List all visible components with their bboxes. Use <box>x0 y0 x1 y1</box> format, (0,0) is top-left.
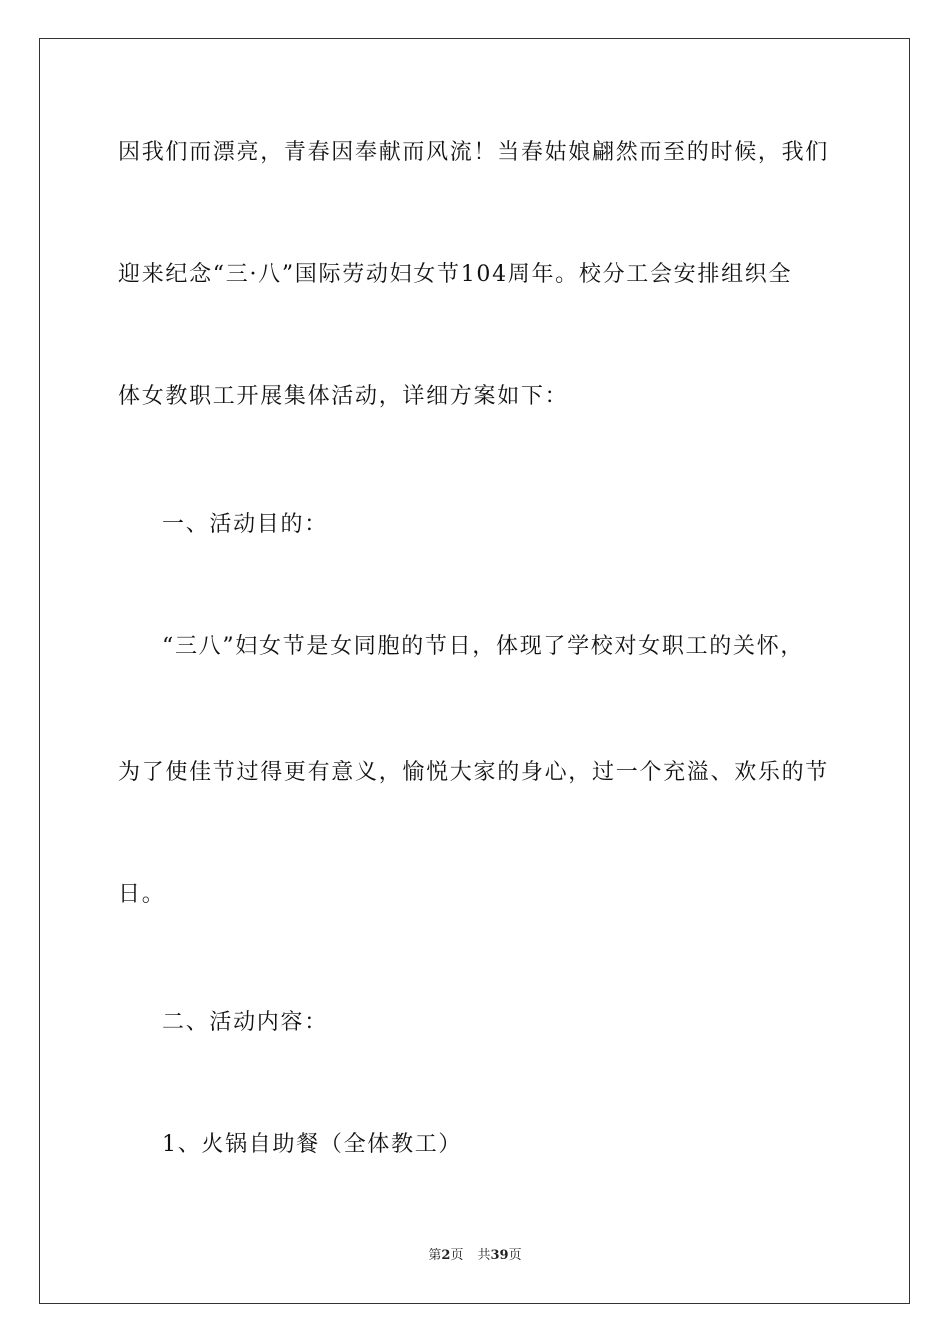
footer-total-suffix: 页 <box>508 1248 522 1263</box>
section-heading-content: 二、活动内容： <box>162 1010 328 1035</box>
page-footer <box>0 1248 950 1264</box>
paragraph-line-6: 日。 <box>118 882 166 907</box>
page-frame <box>39 38 910 1304</box>
section-heading-purpose: 一、活动目的： <box>162 512 328 537</box>
paragraph-line-1: 因我们而漂亮，青春因奉献而风流！当春姑娘翩然而至的时候，我们 <box>118 140 830 165</box>
footer-page-prefix: 第 <box>428 1248 442 1263</box>
footer-total-pages: 39 <box>490 1248 509 1263</box>
paragraph-line-4: “三八”妇女节是女同胞的节日，体现了学校对女职工的关怀， <box>162 634 805 659</box>
footer-total-prefix: 共 <box>477 1248 491 1263</box>
list-item-hotpot: 1、火锅自助餐（全体教工） <box>162 1132 463 1157</box>
footer-page-suffix: 页 <box>450 1248 464 1263</box>
paragraph-line-3: 体女教职工开展集体活动，详细方案如下： <box>118 384 569 409</box>
footer-page-number: 2 <box>441 1248 451 1263</box>
paragraph-line-5: 为了使佳节过得更有意义，愉悦大家的身心，过一个充溢、欢乐的节 <box>118 760 830 785</box>
paragraph-line-2: 迎来纪念“三·八”国际劳动妇女节104周年。校分工会安排组织全 <box>118 262 793 287</box>
